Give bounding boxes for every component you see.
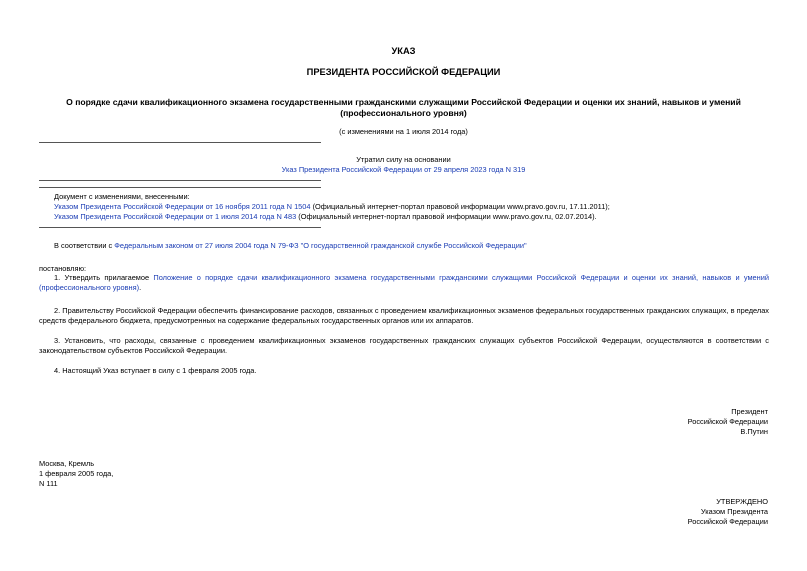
- signature-position: Президент: [731, 407, 768, 416]
- basis-prefix: В соответствии с: [54, 241, 115, 250]
- divider: [39, 180, 321, 181]
- amendment-link-1504[interactable]: Указом Президента Российской Федерации от 16 ноября 2011 года N 1504: [54, 202, 311, 211]
- repeal-line: [0, 165, 807, 175]
- approved-country: Российской Федерации: [687, 517, 768, 527]
- changes-note: (с изменениями на 1 июля 2014 года): [339, 127, 468, 136]
- signature-name: В.Путин: [740, 427, 768, 437]
- paragraph-1: [39, 273, 769, 293]
- federal-law-link[interactable]: Федеральным законом от 27 июля 2004 года N 79-ФЗ "О государственной гражданской службе Российской Федерации": [114, 241, 527, 250]
- amendment-source: (Официальный интернет-портал правовой информации www.pravo.gov.ru, 02.07.2014).: [296, 212, 597, 221]
- decree-number: N 111: [39, 479, 58, 489]
- divider: [39, 142, 321, 143]
- doc-heading: О порядке сдачи квалификационного экзамена государственными гражданскими служащими Российской Федерации и оценки их знаний, навыков и умений (профессионального уровня): [66, 97, 741, 119]
- amendment-source: (Официальный интернет-портал правовой информации www.pravo.gov.ru, 17.11.2011);: [310, 202, 610, 211]
- amendment-item: [54, 212, 597, 222]
- signature-country: Российской Федерации: [687, 417, 768, 427]
- basis-paragraph: [54, 241, 527, 251]
- repeal-label: Утратил силу на основании: [356, 155, 451, 164]
- signature-block: [688, 407, 768, 438]
- approved-block: [688, 497, 768, 528]
- date: 1 февраля 2005 года,: [39, 469, 114, 479]
- regulation-link[interactable]: Положение о порядке сдачи квалификационного экзамена государственными гражданскими служащими Российской Федерации и оценки их знаний, навыков и умений (профессионального уровня): [39, 273, 770, 293]
- place: Москва, Кремль: [39, 459, 95, 468]
- amendment-link-483[interactable]: Указом Президента Российской Федерации от 1 июля 2014 года N 483: [54, 212, 297, 221]
- paragraph-4: 4. Настоящий Указ вступает в силу с 1 февраля 2005 года.: [54, 366, 257, 375]
- p1-prefix: 1. Утвердить прилагаемое: [54, 273, 154, 282]
- paragraph-2: 2. Правительству Российской Федерации обеспечить финансирование расходов, связанных с проведением квалификационных экзаменов федеральных государственных гражданских служащих, в пределах средств федерального бюджета, предусмотренных на содержание федеральных государственных органов или их аппаратов.: [39, 306, 769, 326]
- amendment-item: [54, 202, 610, 212]
- divider: [39, 187, 321, 188]
- place-date-block: [39, 459, 113, 490]
- divider: [39, 227, 321, 228]
- p1-suffix: .: [139, 283, 142, 293]
- amendments-intro: Документ с изменениями, внесенными:: [54, 192, 190, 201]
- approved-label: УТВЕРЖДЕНО: [716, 497, 768, 506]
- approved-by: Указом Президента: [700, 507, 768, 517]
- resolve-text: постановляю:: [39, 264, 87, 273]
- repeal-link[interactable]: Указ Президента Российской Федерации от 29 апреля 2023 года N 319: [281, 165, 526, 174]
- doc-subtitle: ПРЕЗИДЕНТА РОССИЙСКОЙ ФЕДЕРАЦИИ: [306, 67, 501, 77]
- paragraph-3: 3. Установить, что расходы, связанные с проведением квалификационных экзаменов государственных гражданских служащих субъектов Российской Федерации, осуществляются в соответствии с законодательством субъектов Российской Федерации.: [39, 336, 769, 356]
- doc-title: УКАЗ: [391, 46, 416, 56]
